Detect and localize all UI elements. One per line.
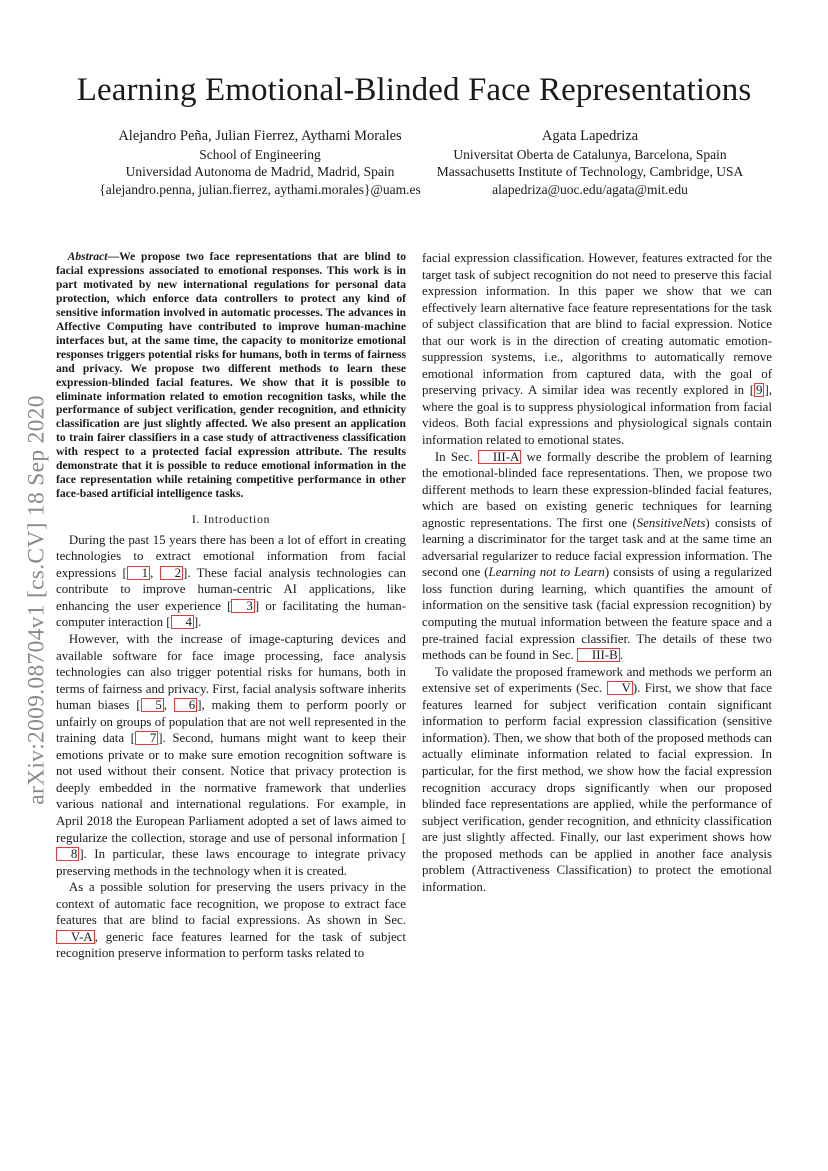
- affiliation-line: School of Engineering: [199, 146, 321, 162]
- paragraph-text: we formally describe the problem of learning the emotional-blinded face representations. Then, we propose two different methods to learn these expression-blinded facial features, which are based on existing generic techniques for learning agnostic representations. The first one (: [422, 449, 772, 530]
- paragraph-text: As a possible solution for preserving the users privacy in the context of automatic face recognition, we propose to extract face features that are blind to facial expressions. As shown in Sec.: [56, 880, 406, 928]
- abstract-label: Abstract: [67, 250, 108, 263]
- paragraph: [422, 449, 772, 664]
- paragraph-text: During the past 15 years there has been a lot of effort in creating technologies to extract emotional information from facial expressions [: [56, 532, 406, 580]
- author-names: Agata Lapedriza: [541, 128, 639, 144]
- abstract-text: —We propose two face representations that are blind to facial expressions associated to emotional responses. This work is in part motivated by new international regulations for personal data protection, which enforce data controllers to protect any kind of sensitive information involved in automatic processes. The advances in Affective Computing have contributed to improve human-machine interfaces but, at the same time, the capacity to monitorize emotional responses triggers potential risks for humans, both in terms of fairness and privacy. We propose two different methods to learn these expression-blinded facial features. We show that it is possible to eliminate information related to emotion recognition tasks, while the performance of subject verification, gender recognition, and ethnicity classification are just slightly affected. We also present an application to train fairer classifiers in a case study of attractiveness classification with respect to a protected facial expression attribute. The results demonstrate that it is possible to reduce emotional information in the face representation while retaining competitive performance in other face-based artificial intelligence tasks.: [56, 250, 406, 501]
- paper-title: Learning Emotional-Blinded Face Representations: [76, 72, 752, 108]
- citation-link[interactable]: V-A: [56, 930, 95, 944]
- affiliation-line: Universitat Oberta de Catalunya, Barcelona, Spain: [453, 146, 727, 162]
- paragraph-text: ,: [163, 698, 174, 713]
- paragraph-text: ]. Second, humans might want to keep their emotions private or to make sure emotion recognition software is not used without their consent. Notice that privacy protection is deeply embedded in the normative framework that underlies various national and international regulations. For example, in April 2018 the European Parliament adopted a set of laws aimed to regularize the collection, storage and use of personal information [: [56, 731, 406, 845]
- author-emails: {alejandro.penna, julian.fierrez, aythami.morales}@uam.es: [99, 181, 421, 197]
- paragraph-text: ].: [193, 615, 202, 630]
- paragraph-text: ,: [150, 565, 160, 580]
- affiliation-line: Massachusetts Institute of Technology, Cambridge, USA: [436, 164, 744, 179]
- citation-link[interactable]: 6: [174, 698, 197, 712]
- citation-link[interactable]: 3: [231, 599, 254, 613]
- author-block-2: [420, 128, 760, 198]
- arxiv-sidebar: [0, 0, 60, 1171]
- citation-link[interactable]: 4: [171, 615, 194, 629]
- abstract: [56, 250, 406, 501]
- citation-link[interactable]: V: [607, 681, 633, 695]
- citation-link[interactable]: III-A: [478, 450, 521, 464]
- emphasis-term: SensitiveNets: [636, 515, 706, 530]
- affiliation-line: Universidad Autonoma de Madrid, Madrid, Spain: [125, 164, 395, 179]
- right-paragraphs: [422, 250, 772, 895]
- author-emails: alapedriza@uoc.edu/agata@mit.edu: [492, 181, 688, 197]
- paragraph-text: , generic face features learned for the task of subject recognition preserve information to perform tasks related to: [56, 929, 406, 961]
- paragraph-text: facial expression classification. However, features extracted for the target task of subject recognition do not need to preserve this facial expression information. In this paper we show that we can effectively learn alternative face feature representations for the task of subject classification that are blind to facial expression. Notice that our work is in the direction of creating automatic emotion-suppression systems, i.e., algorithms to automatically remove emotional information from captured data, with the goal of preserving privacy. A similar idea was recently explored in [: [422, 251, 772, 398]
- section-heading: I. Introduction: [191, 512, 271, 527]
- citation-link[interactable]: 9: [756, 383, 763, 398]
- paragraph-text: ], making them to perform poorly or unfairly on groups of population that are not well represented in the training data [: [56, 698, 407, 746]
- paragraph: [56, 631, 406, 879]
- paragraph-text: ) consists of learning a discriminator for the target task and at the same time an adversarial regularizer to reduce facial expression information. The second one (: [422, 515, 772, 580]
- arxiv-stamp: arXiv:2009.08704v1 [cs.CV] 18 Sep 2020: [23, 395, 50, 805]
- paragraph-text: ). First, we show that face features learned for subject verification contain significant information to perform facial expression classification (sensitive information). Then, we show that both of the proposed methods can actually eliminate information related to facial expression. In particular, for the first method, we show how the facial expression recognition accuracy drops significantly when our proposed blinded face representations are applied, while the performance of subject verification, gender recognition, and ethnicity classification are just slightly affected. Finally, our last experiment shows how the proposed methods can be applied in another face analysis problem (Attractiveness Classification) to protect the emotional information.: [422, 681, 772, 894]
- paragraph-text: In Sec.: [434, 449, 478, 464]
- right-column: [422, 250, 772, 895]
- paragraph-text: To validate the proposed framework and methods we perform an extensive set of experiments (Sec.: [422, 664, 772, 696]
- paragraph-text: ]. These facial analysis technologies can contribute to improve human-centric AI applications, like enhancing the user experience [: [56, 565, 406, 613]
- left-paragraphs: [56, 532, 406, 962]
- left-column: [56, 250, 406, 962]
- paragraph: [56, 879, 406, 962]
- citation-link[interactable]: III-B: [577, 648, 620, 662]
- paragraph-text: ] or facilitating the human-computer interaction [: [56, 598, 406, 630]
- paragraph: [56, 532, 406, 631]
- citation-link[interactable]: 2: [160, 566, 183, 580]
- author-names: Alejandro Peña, Julian Fierrez, Aythami Morales: [118, 128, 402, 144]
- paragraph: [422, 250, 772, 449]
- paragraph-text: .: [619, 648, 623, 663]
- paragraph-text: ) consists of using a regularized loss function during learning, which quantifies the amount of information on the sensitive task (facial expression recognition) by computing the mutual information between the feature space and a pre-trained facial expression classifier. The details of these two methods can be found in Sec.: [422, 565, 772, 663]
- paragraph-text: ]. In particular, these laws encourage to integrate privacy preserving methods in the technology when it is created.: [56, 847, 406, 878]
- citation-link[interactable]: 5: [141, 698, 164, 712]
- paragraph-text: ], where the goal is to suppress physiological information from facial videos. Both facial expressions and physiological signals contain information related to emotional states.: [422, 383, 772, 448]
- emphasis-term: Learning not to Learn: [488, 565, 605, 580]
- paragraph: [422, 664, 772, 896]
- citation-link[interactable]: 8: [56, 847, 79, 861]
- paragraph-text: However, with the increase of image-capturing devices and available software for face image processing, face analysis technologies can also trigger potential risks for humans, both in terms of fairness and privacy. First, facial analysis software inherits human biases [: [56, 631, 406, 713]
- author-block-1: [60, 128, 460, 198]
- citation-link[interactable]: 1: [127, 566, 150, 580]
- citation-link[interactable]: 7: [135, 731, 158, 745]
